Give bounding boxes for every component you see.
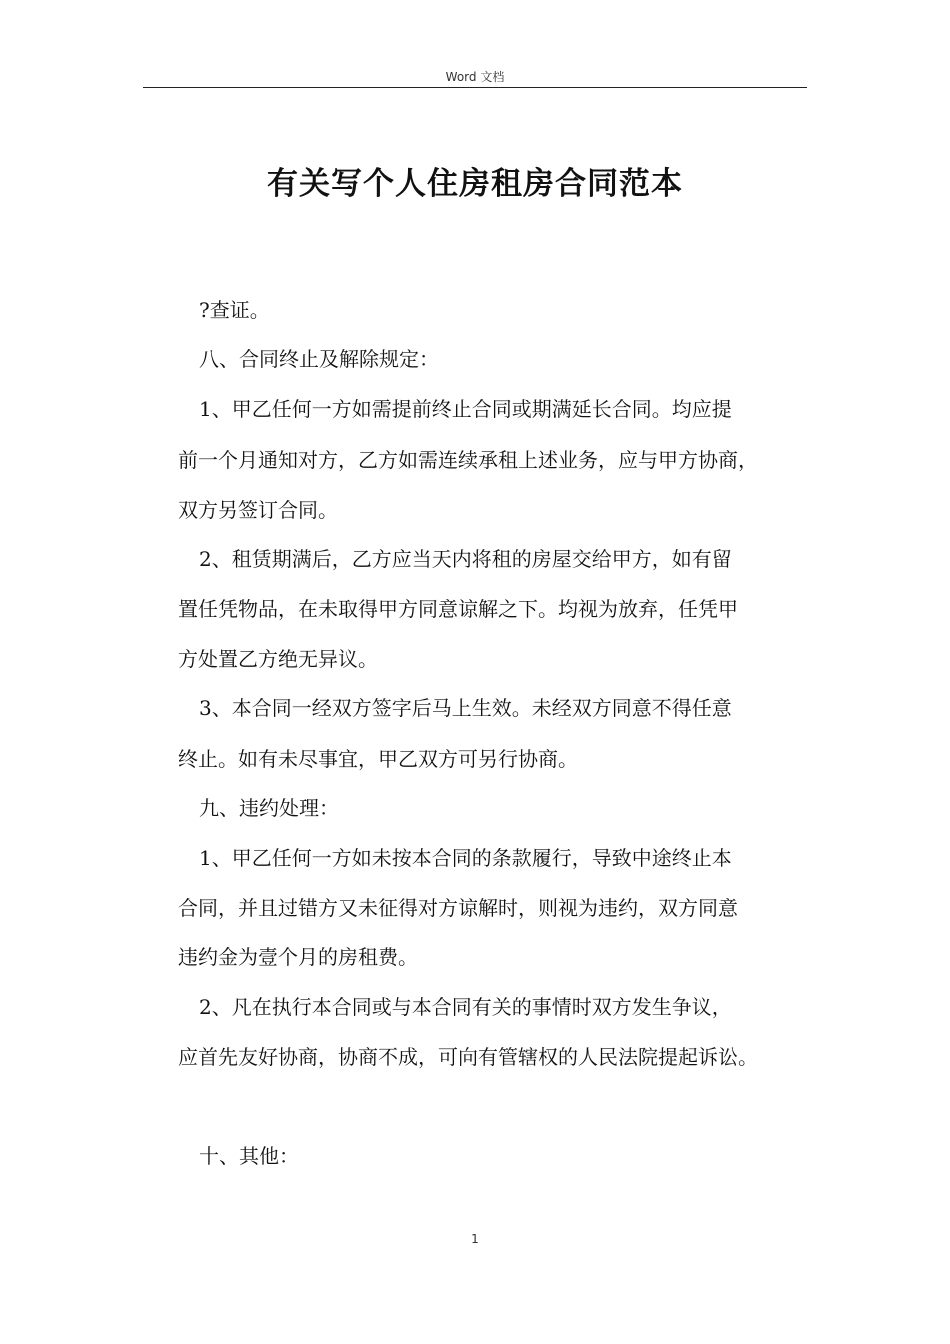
paragraph-line: 1、甲乙任何一方如未按本合同的条款履行，导致中途终止本: [199, 846, 732, 870]
document-title: 有关写个人住房租房合同范本: [267, 166, 683, 202]
paragraph-line: 合同，并且过错方又未征得对方谅解时，则视为违约，双方同意: [178, 896, 738, 920]
paragraph-line: 双方另签订合同。: [178, 498, 338, 522]
page-number: 1: [471, 1232, 479, 1246]
paragraph-line: 违约金为壹个月的房租费。: [178, 945, 418, 969]
paragraph-line: 终止。如有未尽事宜，甲乙双方可另行协商。: [178, 747, 578, 771]
paragraph-line: 应首先友好协商，协商不成，可向有管辖权的人民法院提起诉讼。: [178, 1045, 758, 1069]
header-rule: [143, 87, 807, 88]
paragraph-line: ?查证。: [199, 298, 270, 322]
paragraph-line: 方处置乙方绝无异议。: [178, 647, 378, 671]
section-heading: 八、合同终止及解除规定：: [199, 347, 439, 371]
paragraph-line: 3、本合同一经双方签字后马上生效。未经双方同意不得任意: [199, 696, 732, 720]
paragraph-line: 1、甲乙任何一方如需提前终止合同或期满延长合同。均应提: [199, 397, 732, 421]
paragraph-line: 2、凡在执行本合同或与本合同有关的事情时双方发生争议，: [199, 995, 732, 1019]
header-label: Word 文档: [445, 70, 505, 84]
section-heading: 十、其他：: [199, 1144, 299, 1168]
paragraph-line: 2、租赁期满后，乙方应当天内将租的房屋交给甲方，如有留: [199, 547, 732, 571]
section-heading: 九、违约处理：: [199, 796, 339, 820]
paragraph-line: 置任凭物品，在未取得甲方同意谅解之下。均视为放弃，任凭甲: [178, 597, 738, 621]
paragraph-line: 前一个月通知对方，乙方如需连续承租上述业务，应与甲方协商，: [178, 448, 758, 472]
